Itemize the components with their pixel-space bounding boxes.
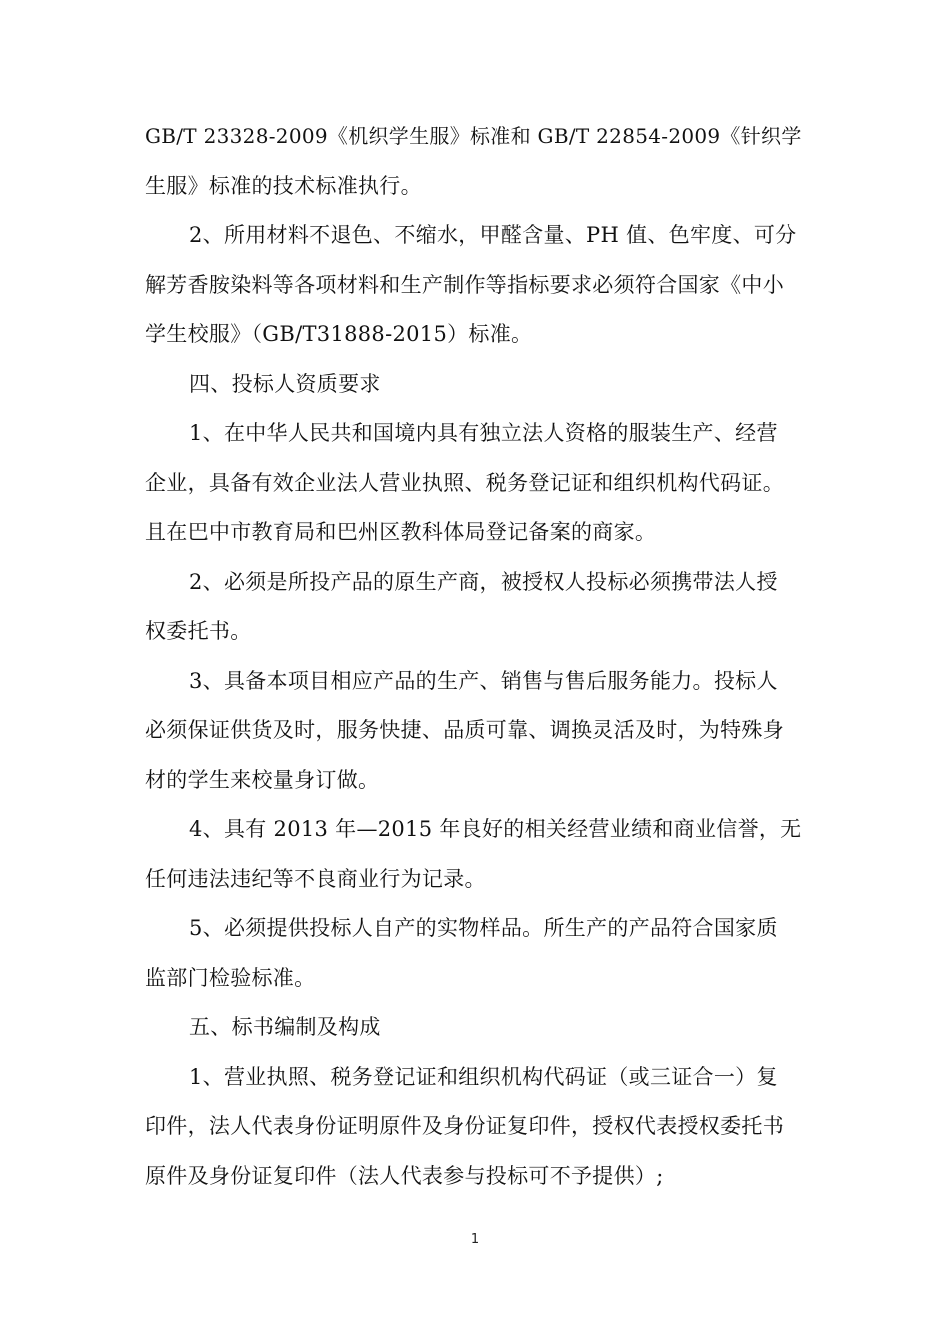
text-line: 材的学生来校量身订做。 <box>145 767 380 792</box>
text-line: 权委托书。 <box>145 619 252 643</box>
text-line: 印件，法人代表身份证明原件及身份证复印件，授权代表授权委托书 <box>145 1114 784 1138</box>
body-text <box>145 112 810 1201</box>
text-line: 任何违法违纪等不良商业行为记录。 <box>145 866 486 891</box>
text-line: 原件及身份证复印件（法人代表参与投标可不予提供）; <box>145 1163 664 1188</box>
page-number: 1 <box>470 1232 480 1247</box>
text-line: 且在巴中市教育局和巴州区教科体局登记备案的商家。 <box>145 520 657 544</box>
text-line: 4、具有 2013 年—2015 年良好的相关经营业绩和商业信誉，无 <box>189 817 802 841</box>
text-line: GB/T 23328-2009《机织学生服》标准和 GB/T 22854-2009《针织学 <box>145 124 802 148</box>
text-line: 1、在中华人民共和国境内具有独立法人资格的服装生产、经营 <box>189 421 778 445</box>
text-line: 解芳香胺染料等各项材料和生产制作等指标要求必须符合国家《中小 <box>145 272 784 297</box>
text-line: 1、营业执照、税务登记证和组织机构代码证（或三证合一）复 <box>189 1064 778 1089</box>
section-heading: 四、投标人资质要求 <box>189 371 381 396</box>
text-line: 5、必须提供投标人自产的实物样品。所生产的产品符合国家质 <box>189 916 778 940</box>
text-line: 生服》标准的技术标准执行。 <box>145 173 422 198</box>
text-line: 2、必须是所投产品的原生产商，被授权人投标必须携带法人授 <box>189 569 778 594</box>
text-line: 2、所用材料不退色、不缩水，甲醛含量、PH 值、色牢度、可分 <box>189 223 797 247</box>
section-heading: 五、标书编制及构成 <box>189 1015 381 1039</box>
text-line: 学生校服》（GB/T31888-2015）标准。 <box>145 322 533 346</box>
text-line: 3、具备本项目相应产品的生产、销售与售后服务能力。投标人 <box>189 668 778 693</box>
text-line: 监部门检验标准。 <box>145 965 316 990</box>
text-line: 企业，具备有效企业法人营业执照、税务登记证和组织机构代码证。 <box>145 470 784 495</box>
text-line: 必须保证供货及时，服务快捷、品质可靠、调换灵活及时，为特殊身 <box>145 718 784 742</box>
